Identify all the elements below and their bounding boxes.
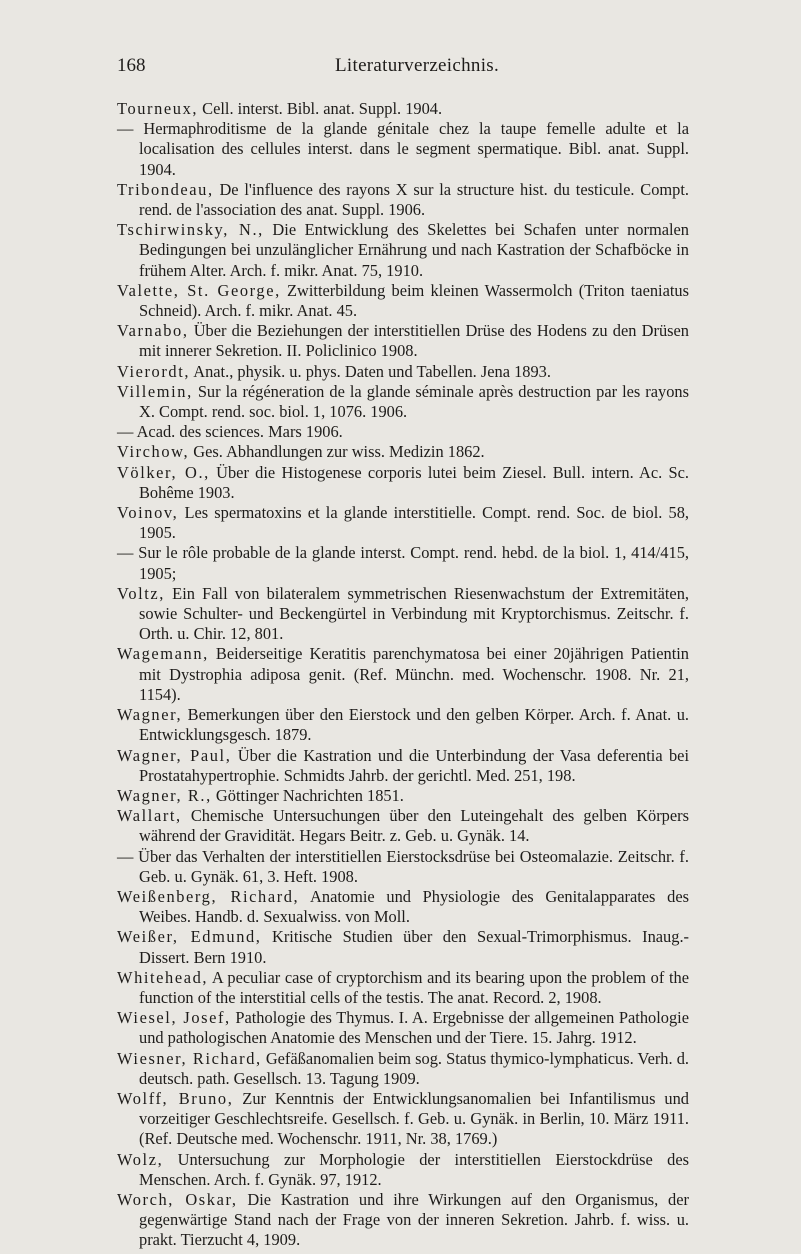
reference-entry <box>117 746 689 786</box>
reference-author: Varnabo, <box>117 321 189 341</box>
reference-text: Kritische Studien über den Sexual-Trimorphismus. Inaug.-Dissert. Bern 1910. <box>139 927 690 967</box>
reference-text: Gefäßanomalien beim sog. Status thymico-lymphaticus. Verh. d. deutsch. path. Gesellsch. 13. Tagung 1909. <box>139 1048 690 1088</box>
reference-entry <box>117 887 689 927</box>
reference-author: Tourneux, <box>117 99 199 118</box>
reference-text: Göttinger Nachrichten 1851. <box>211 785 404 805</box>
reference-author: Wagner, R., <box>117 785 212 805</box>
reference-entry <box>117 584 689 645</box>
running-title: Literaturverzeichnis. <box>335 55 500 76</box>
reference-entry <box>117 1008 689 1048</box>
reference-text: Ges. Abhandlungen zur wiss. Medizin 1862. <box>189 442 485 462</box>
reference-entry <box>117 422 689 442</box>
reference-entry <box>117 1150 689 1190</box>
reference-text: Anat., physik. u. phys. Daten und Tabellen. Jena 1893. <box>190 361 551 381</box>
reference-entry <box>117 927 689 967</box>
page-number: 168 <box>117 55 146 76</box>
reference-text: — Acad. des sciences. Mars 1906. <box>117 422 343 442</box>
reference-text: Les spermatoxins et la glande interstitielle. Compt. rend. Soc. de biol. 58, 1905. <box>139 503 689 543</box>
reference-entry <box>117 99 689 119</box>
reference-entry <box>117 705 689 745</box>
reference-author: Weißer, Edmund, <box>117 927 262 947</box>
reference-text: Die Kastration und ihre Wirkungen auf den Organismus, der gegenwärtige Stand nach der Frage von der inneren Sekretion. Jahrb. f. wiss. u. prakt. Tierzucht 4, 1909. <box>139 1189 689 1250</box>
reference-entry <box>117 1190 689 1251</box>
reference-entry <box>117 463 689 503</box>
reference-author: Tribondeau, <box>117 179 214 199</box>
reference-text: Pathologie des Thymus. I. A. Ergebnisse der allgemeinen Pathologie und pathologischen Anatomie des Menschen und der Tiere. 15. Jahrg. 1912. <box>139 1008 690 1048</box>
reference-entry <box>117 281 689 321</box>
reference-entry <box>117 321 689 361</box>
reference-entry <box>117 503 689 543</box>
reference-text: Chemische Untersuchungen über den Luteingehalt des gelben Körpers während der Gravidität. Hegars Beitr. z. Geb. u. Gynäk. 14. <box>139 806 689 846</box>
reference-author: Wagemann, <box>117 644 209 664</box>
reference-list <box>117 99 689 1251</box>
reference-author: Wagner, <box>117 705 183 725</box>
reference-author: Wolz, <box>117 1149 164 1169</box>
reference-text: Zwitterbildung beim kleinen Wassermolch (Triton taeniatus Schneid). Arch. f. mikr. Anat. 45. <box>139 280 689 321</box>
reference-text: Sur la régéneration de la glande séminale après destruction par les rayons X. Compt. rend. soc. biol. 1, 1076. 1906. <box>139 381 689 422</box>
reference-text: Cell. interst. Bibl. anat. Suppl. 1904. <box>198 99 443 118</box>
reference-entry <box>117 362 689 382</box>
reference-entry <box>117 543 689 583</box>
reference-author: Valette, St. George, <box>117 280 281 300</box>
reference-text: Ein Fall von bilateralem symmetrischen Riesenwachstum der Extremitäten, sowie Schulter- und Beckengürtel in Verbindung mit Kryptorchismus. Zeitschr. f. Orth. u. Chir. 12, 801. <box>139 583 689 644</box>
reference-author: Vierordt, <box>117 361 191 381</box>
reference-entry <box>117 442 689 462</box>
reference-entry <box>117 806 689 846</box>
reference-author: Worch, Oskar, <box>117 1189 238 1209</box>
reference-text: Über die Kastration und die Unterbindung der Vasa deferentia bei Prostatahypertrophie. Schmidts Jahrb. der gerichtl. Med. 251, 198. <box>139 745 689 785</box>
reference-text: Anatomie und Physiologie des Genitalapparates des Weibes. Handb. d. Sexualwiss. von Moll. <box>139 886 689 927</box>
reference-text: A peculiar case of cryptorchism and its bearing upon the problem of the function of the interstitial cells of the testis. The anat. Record. 2, 1908. <box>139 967 689 1007</box>
reference-entry <box>117 220 689 281</box>
reference-author: Villemin, <box>117 381 193 401</box>
reference-entry <box>117 644 689 705</box>
reference-text: — Hermaphroditisme de la glande génitale chez la taupe femelle adulte et la localisation des cellules interst. dans le segment spermatique. Bibl. anat. Suppl. 1904. <box>117 119 689 179</box>
reference-author: Wallart, <box>117 806 182 826</box>
reference-text: Bemerkungen über den Eierstock und den gelben Körper. Arch. f. Anat. u. Entwicklungsgesch. 1879. <box>139 705 689 745</box>
reference-entry <box>117 847 689 887</box>
reference-author: Wiesner, Richard, <box>117 1048 262 1068</box>
reference-entry <box>117 968 689 1008</box>
reference-entry <box>117 119 689 180</box>
reference-text: Beiderseitige Keratitis parenchymatosa bei einer 20jährigen Patientin mit Dystrophia adiposa genit. (Ref. Münchn. med. Wochenschr. 1908. Nr. 21, 1154). <box>139 644 689 704</box>
reference-entry <box>117 786 689 806</box>
reference-text: Die Entwicklung des Skelettes bei Schafen unter normalen Bedingungen bei unzulänglicher Ernährung und nach Kastration der Schafböcke in frühem Alter. Arch. f. mikr. Anat. 75, 1910. <box>139 220 689 280</box>
reference-text: Untersuchung zur Morphologie der interstitiellen Eierstockdrüse des Menschen. Arch. f. Gynäk. 97, 1912. <box>139 1149 689 1189</box>
reference-author: Völker, O., <box>117 462 210 482</box>
reference-author: Virchow, <box>117 442 190 462</box>
reference-entry <box>117 1049 689 1089</box>
reference-entry <box>117 382 689 422</box>
reference-author: Tschirwinsky, N., <box>117 220 264 240</box>
reference-author: Voinov, <box>117 503 179 523</box>
reference-text: — Über das Verhalten der interstitiellen Eierstocksdrüse bei Osteomalazie. Zeitschr. f. Geb. u. Gynäk. 61, 3. Heft. 1908. <box>117 846 689 886</box>
reference-author: Weißenberg, Richard, <box>117 886 300 906</box>
reference-author: Voltz, <box>117 583 165 603</box>
reference-author: Whitehead, <box>117 967 209 987</box>
reference-author: Wolff, Bruno, <box>117 1088 234 1108</box>
reference-entry <box>117 180 689 220</box>
page-header <box>117 55 687 81</box>
reference-text: Über die Beziehungen der interstitiellen Drüse des Hodens zu den Drüsen mit innerer Sekretion. II. Policlinico 1908. <box>139 321 689 361</box>
reference-author: Wiesel, Josef, <box>117 1008 231 1028</box>
reference-author: Wagner, Paul, <box>117 745 232 765</box>
reference-text: — Sur le rôle probable de la glande interst. Compt. rend. hebd. de la biol. 1, 414/415, 1905; <box>117 543 689 583</box>
reference-text: De l'influence des rayons X sur la structure hist. du testicule. Compt. rend. de l'association des anat. Suppl. 1906. <box>139 179 689 220</box>
reference-text: Über die Histogenese corporis lutei beim Ziesel. Bull. intern. Ac. Sc. Bohême 1903. <box>139 462 690 502</box>
reference-text: Zur Kenntnis der Entwicklungsanomalien bei Infantilismus und vorzeitiger Geschlechtsreife. Gesellsch. f. Geb. u. Gynäk. in Berlin, 10. März 1911. (Ref. Deutsche med. Wochenschr. 1911, Nr. 38, 1769.) <box>139 1088 689 1149</box>
reference-entry <box>117 1089 689 1150</box>
